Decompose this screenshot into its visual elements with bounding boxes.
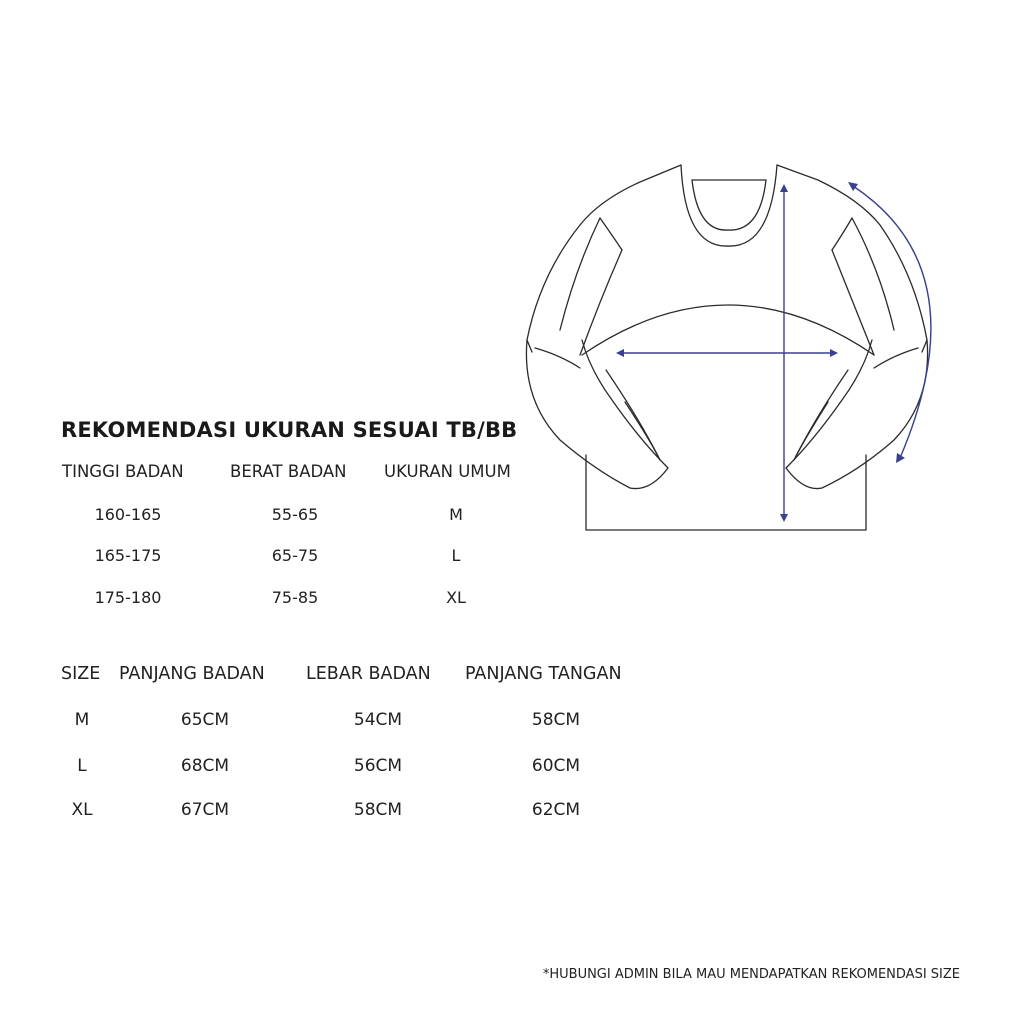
- header-ukuran-umum: UKURAN UMUM: [384, 462, 511, 481]
- neckline-outer: [681, 165, 777, 246]
- right-sleeve: [786, 340, 928, 489]
- rec-weight-cell: 75-85: [271, 588, 319, 607]
- body-width-cell: 56CM: [353, 756, 403, 776]
- header-panjang-badan: PANJANG BADAN: [119, 664, 265, 684]
- recommendation-title: REKOMENDASI UKURAN SESUAI TB/BB: [61, 418, 518, 442]
- rec-size-cell: M: [449, 505, 463, 524]
- size-cell: L: [77, 756, 87, 776]
- body-width-cell: 58CM: [353, 800, 403, 820]
- rec-height-cell: 175-180: [94, 588, 162, 607]
- neckline-inner: [692, 180, 766, 230]
- rec-height-cell: 165-175: [94, 546, 162, 565]
- header-berat-badan: BERAT BADAN: [230, 462, 347, 481]
- left-sleeve: [526, 340, 668, 489]
- rec-size-cell: L: [451, 546, 461, 565]
- rec-weight-cell: 55-65: [271, 505, 319, 524]
- body-length-cell: 67CM: [180, 800, 230, 820]
- chest-curve: [582, 305, 874, 355]
- body-length-cell: 68CM: [180, 756, 230, 776]
- header-size: SIZE: [61, 664, 101, 684]
- header-lebar-badan: LEBAR BADAN: [306, 664, 431, 684]
- sleeve-length-cell: 58CM: [531, 710, 581, 730]
- body-width-cell: 54CM: [353, 710, 403, 730]
- rec-weight-cell: 65-75: [271, 546, 319, 565]
- body-length-cell: 65CM: [180, 710, 230, 730]
- rec-height-cell: 160-165: [94, 505, 162, 524]
- footnote: *HUBUNGI ADMIN BILA MAU MENDAPATKAN REKOMENDASI SIZE: [542, 967, 960, 982]
- header-panjang-tangan: PANJANG TANGAN: [465, 664, 622, 684]
- body-outline: [586, 455, 866, 530]
- size-cell: M: [74, 710, 90, 730]
- rec-size-cell: XL: [446, 588, 466, 607]
- sweatshirt-diagram-icon: [516, 150, 976, 540]
- size-cell: XL: [71, 800, 93, 820]
- sleeve-length-cell: 60CM: [531, 756, 581, 776]
- sleeve-length-cell: 62CM: [531, 800, 581, 820]
- header-tinggi-badan: TINGGI BADAN: [62, 462, 184, 481]
